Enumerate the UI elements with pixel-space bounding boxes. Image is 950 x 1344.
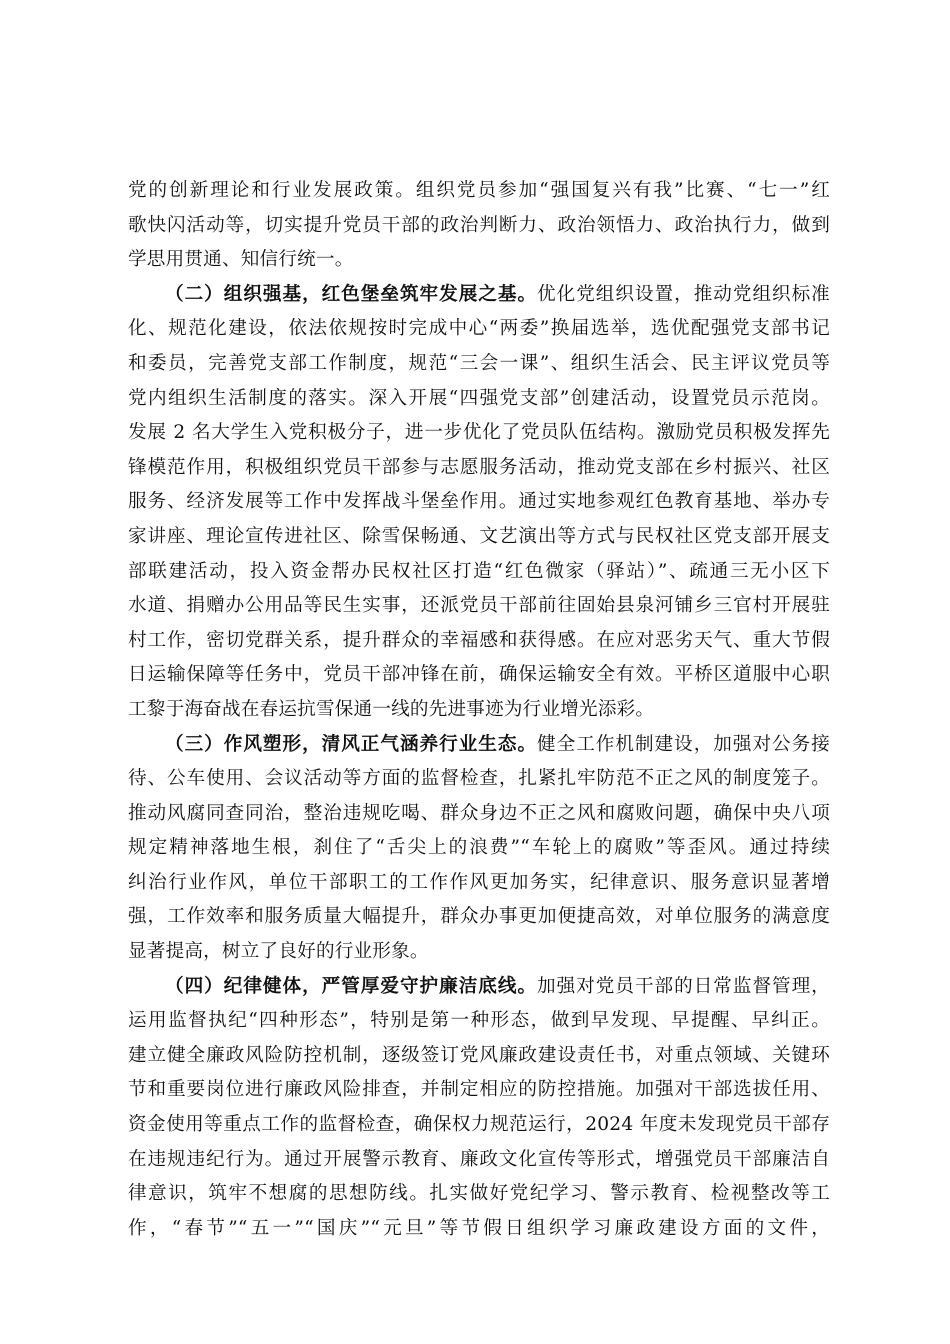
document-page bbox=[128, 174, 830, 1246]
text-line: 歌快闪活动等，切实提升党员干部的政治判断力、政治领悟力、政治执行力，做到 bbox=[128, 214, 830, 236]
text-line-content: 加强对党员干部的日常监督管理， bbox=[537, 975, 830, 997]
text-line: 锋模范作用，积极组织党员干部参与志愿服务活动，推动党支部在乡村振兴、社区 bbox=[128, 456, 830, 478]
text-line: 党内组织生活制度的落实。深入开展“四强党支部”创建活动，设置党员示范岗。 bbox=[128, 387, 830, 409]
text-line: 工黎于海奋战在春运抗雪保通一线的先进事迹为行业增光添彩。 bbox=[128, 698, 655, 720]
text-line: 水道、捐赠办公用品等民生实事，还派党员干部前往固始县泉河铺乡三官村开展驻 bbox=[128, 595, 830, 617]
paragraph-work-style bbox=[128, 728, 830, 970]
text-line bbox=[128, 278, 830, 313]
text-line: 发展 2 名大学生入党积极分子，进一步优化了党员队伍结构。激励党员积极发挥先 bbox=[128, 422, 830, 444]
section-heading-4: （四）纪律健体，严管厚爱守护廉洁底线。 bbox=[165, 975, 538, 997]
text-line: 村工作，密切党群关系，提升群众的幸福感和获得感。在应对恶劣天气、重大节假 bbox=[128, 629, 830, 651]
text-line: 化、规范化建设，依法依规按时完成中心“两委”换届选举，选优配强党支部书记 bbox=[128, 318, 830, 340]
text-line-content: 健全工作机制建设，加强对公务接 bbox=[537, 733, 830, 755]
text-line: 服务、经济发展等工作中发挥战斗堡垒作用。通过实地参观红色教育基地、举办专 bbox=[128, 491, 830, 513]
text-line: 强，工作效率和服务质量大幅提升，群众办事更加便捷高效，对单位服务的满意度 bbox=[128, 906, 830, 928]
text-line: 部联建活动，投入资金帮办民权社区打造“红色微家（驿站）”、疏通三无小区下 bbox=[128, 560, 830, 582]
text-line: 在违规违纪行为。通过开展警示教育、廉政文化宣传等形式，增强党员干部廉洁自 bbox=[128, 1148, 830, 1170]
text-line: 学思用贯通、知信行统一。 bbox=[128, 249, 354, 271]
text-line: 节和重要岗位进行廉政风险排查，并制定相应的防控措施。加强对干部选拔任用、 bbox=[128, 1079, 830, 1101]
text-line: 待、公车使用、会议活动等方面的监督检查，扎紧扎牢防范不正之风的制度笼子。 bbox=[128, 768, 830, 790]
text-line: 党的创新理论和行业发展政策。组织党员参加“强国复兴有我”比赛、“七一”红 bbox=[128, 180, 830, 201]
text-line: 规定精神落地生根，刹住了“舌尖上的浪费”“车轮上的腐败”等歪风。通过持续 bbox=[128, 837, 830, 859]
text-line bbox=[128, 970, 830, 1005]
text-line: 资金使用等重点工作的监督检查，确保权力规范运行，2024 年度未发现党员干部存 bbox=[128, 1114, 830, 1136]
paragraph-organization bbox=[128, 278, 830, 728]
text-line bbox=[128, 728, 830, 763]
text-line: 和委员，完善党支部工作制度，规范“三会一课”、组织生活会、民主评议党员等 bbox=[128, 352, 830, 374]
text-line: 显著提高，树立了良好的行业形象。 bbox=[128, 941, 429, 963]
text-line: 推动风腐同查同治，整治违规吃喝、群众身边不正之风和腐败问题，确保中央八项 bbox=[128, 802, 830, 824]
text-line: 作，“春节”“五一”“国庆”“元旦”等节假日组织学习廉政建设方面的文件， bbox=[128, 1217, 830, 1239]
text-line: 日运输保障等任务中，党员干部冲锋在前，确保运输安全有效。平桥区道服中心职 bbox=[128, 664, 830, 686]
paragraph-theory-study bbox=[128, 174, 830, 278]
text-line: 运用监督执纪“四种形态”，特别是第一种形态，做到早发现、早提醒、早纠正。 bbox=[128, 1010, 830, 1032]
text-line: 家讲座、理论宣传进社区、除雪保畅通、文艺演出等方式与民权社区党支部开展支 bbox=[128, 525, 830, 547]
text-line: 律意识，筑牢不想腐的思想防线。扎实做好党纪学习、警示教育、检视整改等工 bbox=[128, 1183, 830, 1205]
text-line-content: 优化党组织设置，推动党组织标准 bbox=[537, 283, 830, 305]
text-line: 建立健全廉政风险防控机制，逐级签订党风廉政建设责任书，对重点领域、关键环 bbox=[128, 1044, 830, 1066]
section-heading-2: （二）组织强基，红色堡垒筑牢发展之基。 bbox=[165, 283, 538, 305]
section-heading-3: （三）作风塑形，清风正气涵养行业生态。 bbox=[165, 733, 538, 755]
text-line: 纠治行业作风，单位干部职工的工作作风更加务实，纪律意识、服务意识显著增 bbox=[128, 871, 830, 893]
paragraph-discipline bbox=[128, 970, 830, 1247]
